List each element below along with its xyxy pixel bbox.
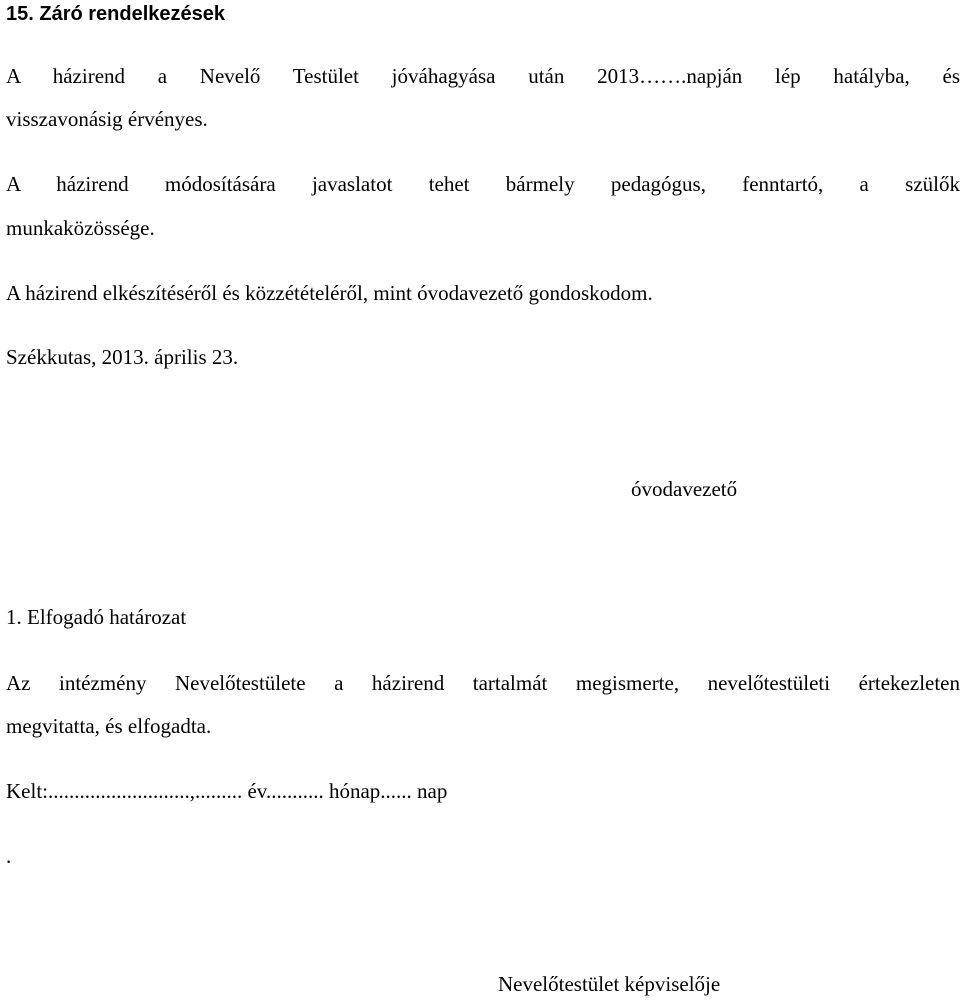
paragraph-amendment-line-1: A házirend módosítására javaslatot tehet bármely pedagógus, fenntartó, a szülők	[6, 172, 960, 196]
date-fill-in-line: Kelt:...........................,......... év........... hónap...... nap	[6, 779, 448, 803]
section-heading: 15. Záró rendelkezések	[6, 3, 226, 25]
paragraph-publication: A házirend elkészítéséről és közzétételéről, mint óvodavezető gondoskodom.	[6, 281, 653, 305]
resolution-heading: 1. Elfogadó határozat	[6, 605, 187, 629]
paragraph-effective-date-line-2: visszavonásig érvényes.	[6, 107, 208, 131]
paragraph-effective-date-line-1: A házirend a Nevelő Testület jóváhagyása után 2013…….napján lép hatályba, és	[6, 64, 960, 88]
signature-role-staff-representative: Nevelőtestület képviselője	[498, 972, 721, 996]
stray-dot: .	[6, 844, 12, 868]
resolution-paragraph-line-1: Az intézmény Nevelőtestülete a házirend tartalmát megismerte, nevelőtestületi értekezleten	[6, 671, 960, 695]
place-and-date: Székkutas, 2013. április 23.	[6, 345, 239, 369]
resolution-paragraph-line-2: megvitatta, és elfogadta.	[6, 714, 212, 738]
signature-role-kindergarten-head: óvodavezető	[631, 477, 738, 501]
paragraph-amendment-line-2: munkaközössége.	[6, 216, 155, 240]
